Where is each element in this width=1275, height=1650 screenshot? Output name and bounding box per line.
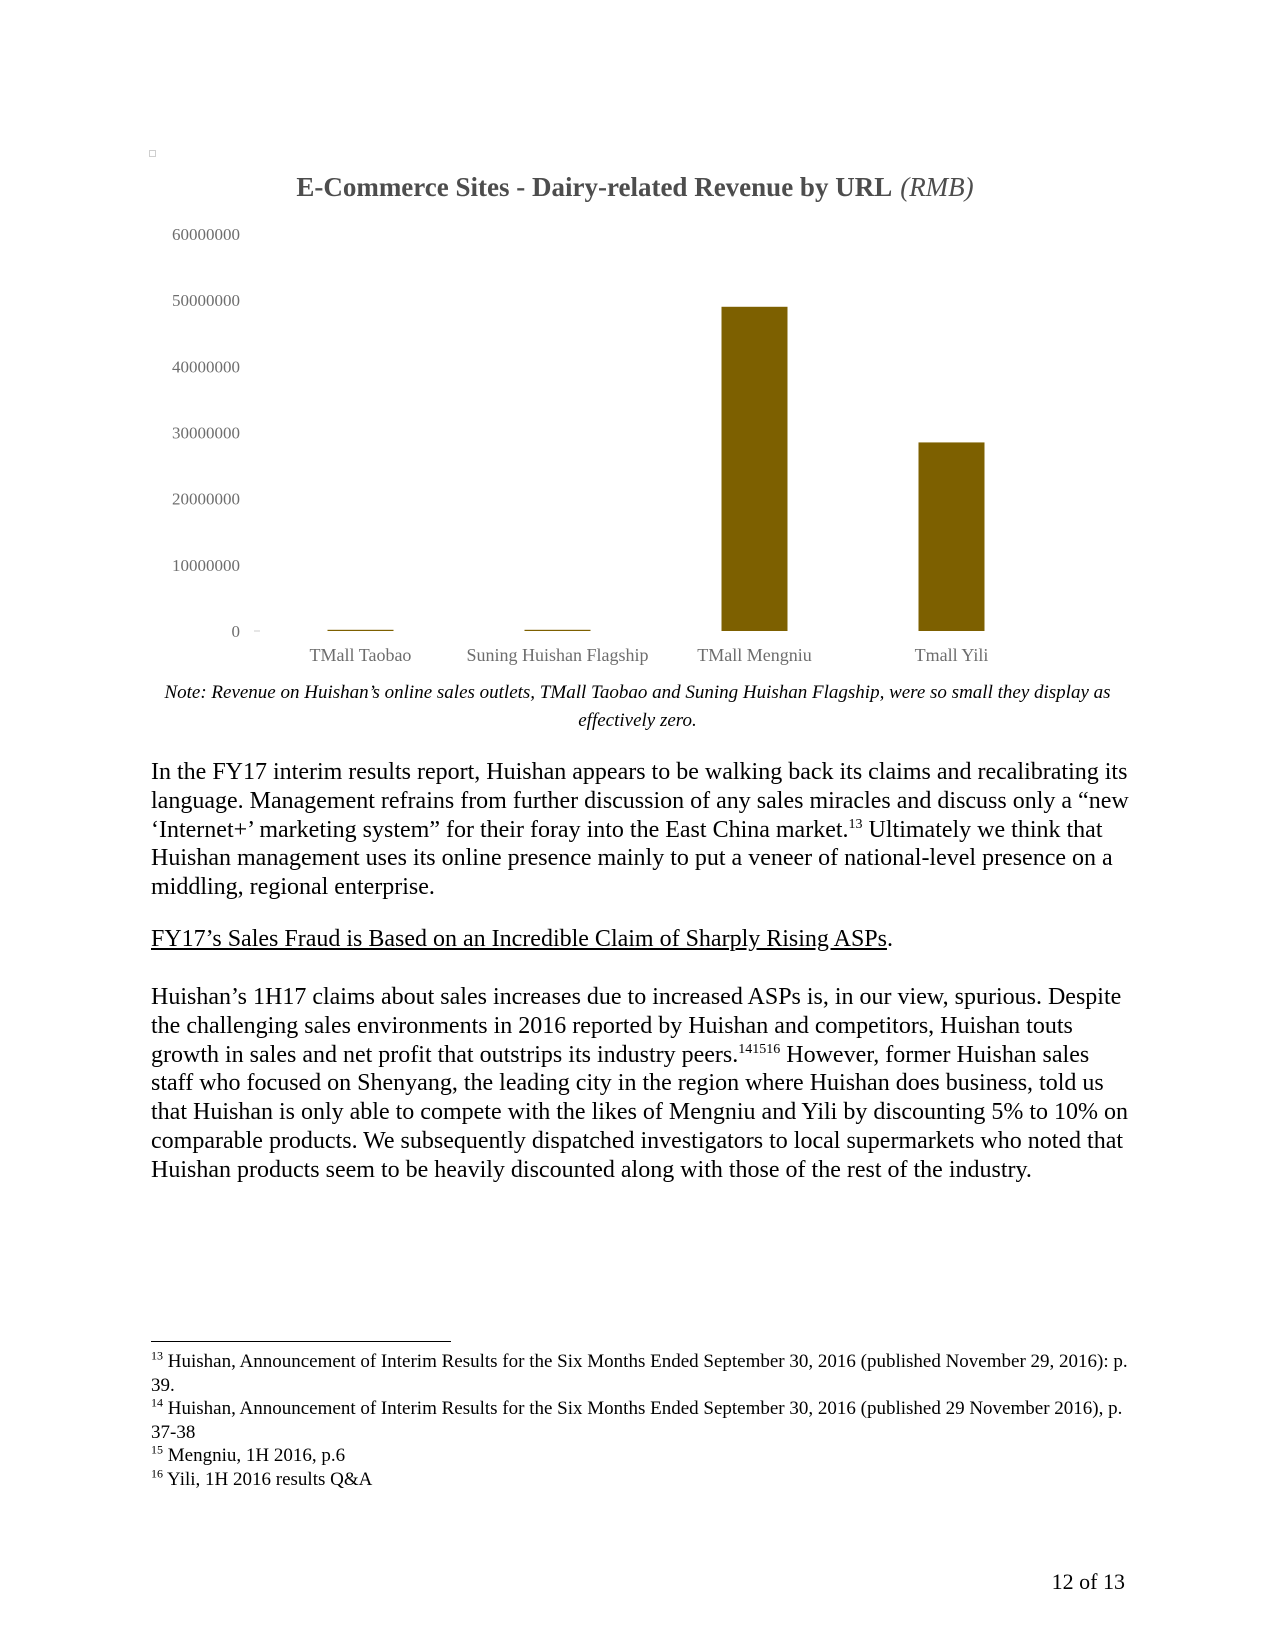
y-tick-label: 30000000 bbox=[172, 423, 240, 443]
bar-suning-huishan-flagship bbox=[525, 630, 591, 631]
y-tick-label: 40000000 bbox=[172, 357, 240, 377]
footnote-number: 15 bbox=[151, 1442, 163, 1457]
y-tick-label: 60000000 bbox=[172, 225, 240, 244]
paragraph-asp-claims bbox=[151, 983, 1136, 1185]
bar-tmall-yili bbox=[919, 442, 985, 631]
footnote-text: Huishan, Announcement of Interim Results for the Six Months Ended September 30, 2016 (published November 29, 2016): p. 39. bbox=[151, 1351, 1128, 1396]
x-tick-label: Tmall Yili bbox=[914, 645, 989, 665]
footnote-16 bbox=[151, 1468, 1136, 1492]
chart-title bbox=[296, 172, 973, 202]
revenue-bar-chart bbox=[0, 0, 1275, 680]
bar-tmall-taobao bbox=[328, 630, 394, 631]
footnote-13 bbox=[151, 1350, 1136, 1397]
footnotes bbox=[151, 1350, 1136, 1491]
y-tick-label: 50000000 bbox=[172, 291, 240, 311]
footnote-number: 13 bbox=[151, 1348, 163, 1363]
footnote-15 bbox=[151, 1444, 1136, 1468]
paragraph-online-presence bbox=[151, 758, 1136, 902]
x-tick-label: TMall Mengniu bbox=[697, 645, 812, 665]
bars bbox=[328, 307, 985, 631]
footnote-text: Huishan, Announcement of Interim Results for the Six Months Ended September 30, 2016 (published 29 November 2016), p. 37-38 bbox=[151, 1398, 1123, 1443]
paragraph1-text-a: In the FY17 interim results report, Huishan appears to be walking back its claims and recalibrating its language. Management refrains from further discussion of any sales miracles and discuss only a “new ‘Internet+’ marketing system” for their foray into the East China market. bbox=[151, 759, 1129, 843]
y-tick-label: 0 bbox=[231, 622, 240, 641]
bar-tmall-mengniu bbox=[722, 307, 788, 631]
y-axis-ticks bbox=[172, 225, 260, 641]
paragraph1-text-b: Ultimately we think that Huishan management uses its online presence mainly to put a veneer of national-level presence on a middling, regional enterprise. bbox=[151, 816, 1113, 901]
section-heading-text: FY17’s Sales Fraud is Based on an Incredible Claim of Sharply Rising ASPs bbox=[151, 926, 887, 952]
y-tick-label: 10000000 bbox=[172, 555, 240, 575]
page-number: 12 of 13 bbox=[1051, 1569, 1125, 1594]
chart-title-unit: (RMB) bbox=[900, 172, 974, 202]
footnote-number: 14 bbox=[151, 1395, 163, 1410]
chart-note: Note: Revenue on Huishan’s online sales outlets, TMall Taobao and Suning Huishan Flagship, were so small they display as effectively zero. bbox=[164, 682, 1111, 731]
footnote-number: 16 bbox=[151, 1466, 163, 1481]
paragraph2-text-b: However, former Huishan sales staff who focused on Shenyang, the leading city in the region where Huishan does business, told us that Huishan is only able to compete with the likes of Mengniu and Yili by discounting 5% to 10% on comparable products. We subsequently dispatched investigators to local supermarkets who noted that Huishan products seem to be heavily discounted along with those of the rest of the industry. bbox=[151, 1041, 1128, 1183]
x-axis-labels bbox=[310, 645, 989, 665]
x-tick-label: Suning Huishan Flagship bbox=[466, 645, 649, 665]
footnote-text: Mengniu, 1H 2016, p.6 bbox=[163, 1445, 346, 1466]
chart-title-main: E-Commerce Sites - Dairy-related Revenue by URL bbox=[296, 172, 893, 202]
footnote-ref-13[interactable]: 13 bbox=[848, 816, 863, 832]
footnote-14 bbox=[151, 1397, 1136, 1444]
paragraph2-text-a: Huishan’s 1H17 claims about sales increases due to increased ASPs is, in our view, spurious. Despite the challenging sales environments in 2016 reported by Huishan and competitors, Huishan touts growth in sales and net profit that outstrips its industry peers. bbox=[151, 984, 1122, 1068]
section-heading-period: . bbox=[886, 926, 893, 952]
x-tick-label: TMall Taobao bbox=[309, 645, 412, 665]
footnote-separator bbox=[151, 1341, 451, 1342]
y-tick-label: 20000000 bbox=[172, 489, 240, 509]
footnote-ref-14-16[interactable]: 141516 bbox=[738, 1041, 781, 1057]
footnote-text: Yili, 1H 2016 results Q&A bbox=[163, 1468, 373, 1490]
section-heading bbox=[151, 925, 1136, 954]
